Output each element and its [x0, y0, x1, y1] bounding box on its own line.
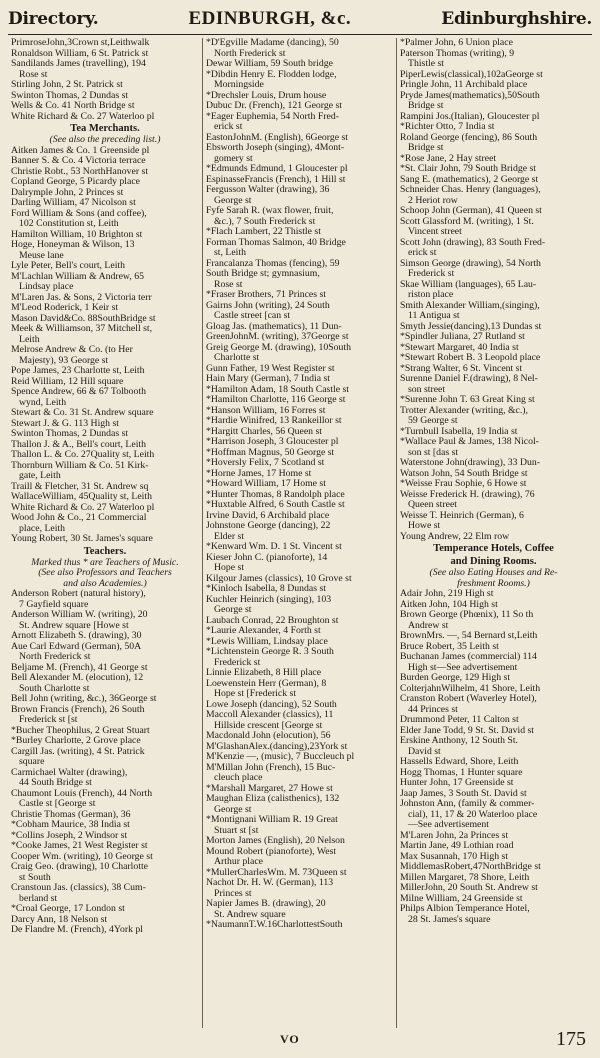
entry-line: —See advertisement — [408, 820, 489, 830]
signature-mark: VO — [280, 1032, 300, 1046]
entry-line: *Rose Jane, 2 Hay street — [400, 153, 497, 164]
entry-line: *Dibdin Henry E. Flodden lodge, — [206, 69, 337, 80]
entry-line: Cooper Wm. (writing), 10 George st — [11, 851, 153, 862]
entry-line: Majesty), 93 George st — [19, 355, 109, 366]
entry-line: Sandilands James (travelling), 194 — [11, 59, 146, 69]
entry-line: Copland George, 5 Picardy place — [11, 177, 140, 187]
entry-line: Fergusson Walter (drawing), 36 — [206, 185, 330, 195]
entry-line: *Croal George, 17 London st — [11, 904, 125, 914]
entry-line: North Frederick st — [19, 652, 91, 662]
entry-line: High st—See advertisement — [408, 662, 518, 673]
entry-line: place, Leith — [19, 523, 66, 534]
entry-line: EspinasseFrancis (French), 1 Hill st — [206, 174, 346, 185]
entry-line: Drummond Peter, 11 Calton st — [400, 715, 519, 725]
entry-line: &c.), 7 South Frederick st — [214, 216, 316, 227]
entry-line: George st — [214, 195, 252, 206]
header-left: Directory. — [8, 9, 99, 29]
entry-line: *Turnbull Isabella, 19 India st — [400, 426, 518, 437]
entry-line: Chaumont Louis (French), 44 North — [11, 788, 153, 799]
entry-line: Scott Glassford M. (writing), 1 St. — [400, 216, 534, 227]
entry-line: Ebsworth Joseph (singing), 4Mont- — [206, 143, 345, 153]
entry-line: Forman Thomas Salmon, 40 Bridge — [206, 237, 346, 248]
entry-line: Maccoll Alexander (classics), 11 — [206, 710, 334, 720]
entry-line: Stirling John, 2 St. Patrick st — [11, 80, 123, 90]
entry-line: Andrew st — [408, 620, 449, 631]
entry-line: Frederick st [st — [19, 715, 78, 725]
entry-line: MillerJohn, 20 South St. Andrew st — [400, 883, 538, 893]
section-note: (See also the preceding list.) — [49, 135, 161, 145]
entry-line: Aitken James & Co. 1 Greenside pl — [11, 145, 150, 156]
entry-line: *Harrison Joseph, 3 Gloucester pl — [206, 437, 339, 447]
columns — [8, 38, 592, 1028]
entry-line: Millen Margaret, 78 Shore, Leith — [400, 872, 530, 883]
entry-line: Beljame M. (French), 41 George st — [11, 662, 148, 673]
entry-line: Stuart st [st — [214, 825, 259, 836]
entry-line: Mason David&Co. 88SouthBridge st — [11, 313, 156, 324]
entry-line: Ford William & Sons (and coffee), — [11, 208, 147, 219]
entry-line: *Burley Charlotte, 2 Grove place — [11, 736, 141, 746]
entry-line: *Hamilton Adam, 18 South Castle st — [206, 384, 349, 395]
entry-line: *Lewis William, Lindsay place — [206, 636, 328, 647]
entry-line: Martin Jane, 49 Lothian road — [400, 841, 514, 851]
entry-line: Swinton Thomas, 2 Dundas st — [11, 429, 129, 439]
entry-line: Adair John, 219 High st — [400, 589, 494, 599]
entry-line: Bridge st — [408, 143, 444, 153]
entry-line: Weisse T. Heinrich (German), 6 — [400, 510, 524, 521]
entry-line: 44 Princes st — [408, 704, 458, 715]
entry-line: Meek & Williamson, 37 Mitchell st, — [11, 324, 153, 334]
entry-line: Watson John, 54 South Bridge st — [400, 468, 528, 479]
entry-line: 28 St. James's square — [408, 914, 491, 925]
entry-line: M'GlashanAlex.(dancing),23York st — [206, 741, 348, 752]
entry-line: Simson George (drawing), 54 North — [400, 258, 541, 269]
entry-line: Vincent street — [408, 227, 462, 237]
entry-line: Lowe Joseph (dancing), 52 South — [206, 699, 337, 710]
entry-line: Cargill Jas. (writing), 4 St. Patrick — [11, 746, 145, 757]
entry-line: M'Laren John, 2a Princes st — [400, 830, 509, 841]
entry-line: *Collins Joseph, 2 Windsor st — [11, 830, 128, 841]
entry-line: South Charlotte st — [19, 683, 90, 694]
entry-line: *Laurie Alexander, 4 Forth st — [206, 626, 321, 636]
entry-line: Rampini Jos.(Italian), Gloucester pl — [400, 111, 540, 122]
entry-line: Reid William, 12 Hill square — [11, 376, 124, 387]
entry-line: Waterstone John(drawing), 33 Dun- — [400, 458, 541, 468]
entry-line: MiddlemasRobert,47NorthBridge st — [400, 862, 541, 872]
section-heading: Temperance Hotels, Coffee — [433, 543, 554, 554]
entry-line: South Bridge st; gymnasium, — [206, 269, 320, 279]
entry-line: Thornburn William & Co. 51 Kirk- — [11, 460, 149, 471]
entry-line: *Bucher Theophilus, 2 Great Stuart — [11, 725, 150, 736]
entry-line: M'Kenzie —, (music), 7 Buccleuch pl — [206, 752, 355, 762]
entry-line: Sang E. (mathematics), 2 George st — [400, 174, 539, 185]
entry-line: erick st — [214, 122, 243, 132]
entry-line: Elder Jane Todd, 9 St. St. David st — [400, 725, 535, 736]
entry-line: GreenJohnM. (writing), 37George st — [206, 332, 349, 342]
entry-line: Cranston Robert (Waverley Hotel), — [400, 694, 537, 704]
entry-line: square — [19, 757, 45, 767]
entry-line: Fyfe Sarah R. (wax flower, fruit, — [206, 206, 334, 216]
entry-line: *Hunter Thomas, 8 Randolph place — [206, 489, 345, 500]
entry-line: Hoge, Honeyman & Wilson, 13 — [11, 240, 135, 250]
entry-line: Frederick st — [408, 269, 455, 279]
entry-line: Trotter Alexander (writing, &c.), — [400, 405, 528, 416]
entry-line: 44 South Bridge st — [19, 778, 92, 788]
entry-line: son street — [408, 384, 446, 395]
entry-line: *Hoversly Felix, 7 Scotland st — [206, 458, 325, 468]
entry-line: cial), 11, 17 & 20 Waterloo place — [408, 809, 538, 820]
entry-line: Hillside crescent [George st — [214, 720, 323, 731]
entry-line: Hamilton William, 10 Brighton st — [11, 229, 143, 240]
entry-line: *MullerCharlesWm. M. 73Queen st — [206, 867, 347, 878]
entry-line: Pryde James(mathematics),50South — [400, 90, 540, 101]
entry-line: Hunter John, 17 Greenside st — [400, 778, 514, 788]
entry-line: Carmichael Walter (drawing), — [11, 767, 128, 778]
entry-line: Anderson William W. (writing), 20 — [11, 610, 148, 620]
page-footer — [0, 1028, 600, 1054]
entry-line: Ronaldson William, 6 St. Patrick st — [11, 48, 149, 59]
entry-line: Bruce Robert, 35 Leith st — [400, 641, 499, 652]
entry-line: Dalrymple John, 2 Princes st — [11, 187, 124, 198]
entry-line: Lindsay place — [19, 282, 74, 292]
entry-line: Traill & Fletcher, 31 St. Andrew sq — [11, 481, 149, 492]
entry-line: Darcy Ann, 18 Nelson st — [11, 914, 108, 925]
entry-line: *Howard William, 17 Home st — [206, 479, 326, 489]
entry-line: Christie Robt., 53 NorthHanover st — [11, 166, 149, 177]
entry-line: Thallon J. & A., Bell's court, Leith — [11, 439, 146, 450]
entry-line: Charlotte st — [214, 353, 260, 363]
entry-line: Mound Robert (pianoforte), West — [206, 846, 337, 857]
entry-line: Princes st — [214, 888, 252, 899]
section-heading: Tea Merchants. — [70, 123, 140, 134]
entry-line: *Kenward Wm. D. 1 St. Vincent st — [206, 542, 342, 552]
entry-line: Nachot Dr. H. W. (German), 113 — [206, 878, 334, 888]
entry-line: Dewar William, 59 South bridge — [206, 59, 333, 69]
entry-line: Laubach Conrad, 22 Broughton st — [206, 615, 339, 626]
section-note: (See also Professors and Teachers — [38, 568, 172, 578]
entry-line: *Richter Otto, 7 India st — [400, 122, 495, 132]
entry-line: 102 Constitution st, Leith — [19, 219, 119, 229]
entry-line: PrimroseJohn,3Crown st,Leithwalk — [11, 38, 150, 48]
entry-line: Hope st — [214, 563, 245, 573]
entry-line: Castle street [can st — [214, 311, 291, 321]
entry-line: *Hamilton Charlotte, 116 George st — [206, 395, 346, 405]
entry-line: Greig George M. (drawing), 10South — [206, 342, 351, 353]
entry-line: *NaumannT.W.16CharlottestSouth — [206, 920, 343, 930]
entry-line: *Spindler Juliana, 27 Rutland st — [400, 332, 525, 342]
entry-line: Hope st [Frederick st — [214, 689, 297, 699]
entry-line: *Fraser Brothers, 71 Princes st — [206, 290, 326, 300]
entry-line: North Frederick st — [214, 48, 286, 59]
entry-line: Johnstone George (dancing), 22 — [206, 521, 331, 531]
entry-line: Irvine David, 6 Archibald place — [206, 510, 330, 521]
entry-line: berland st — [19, 893, 58, 904]
entry-line: Craig Geo. (drawing), 10 Charlotte — [11, 862, 149, 872]
section-heading: and Dining Rooms. — [450, 556, 537, 567]
entry-line: Macdonald John (elocution), 56 — [206, 731, 331, 741]
section-note: freshment Rooms.) — [457, 578, 530, 589]
entry-line: *Hanson William, 16 Forres st — [206, 405, 326, 416]
entry-line: Loewenstein Herr (German), 8 — [206, 678, 327, 689]
entry-line: Smith Alexander William,(singing), — [400, 300, 540, 311]
entry-line: Burden George, 129 High st — [400, 673, 511, 683]
entry-line: Johnston Ann, (family & commer- — [400, 799, 535, 809]
entry-line: Kieser John C. (pianoforte), 14 — [206, 552, 328, 563]
entry-line: *Hoffman Magnus, 50 George st — [206, 447, 335, 458]
entry-line: 11 Antigua st — [408, 311, 460, 321]
entry-line: Morningside — [214, 80, 264, 90]
entry-line: Queen street — [408, 500, 457, 510]
entry-line: Gunn Father, 19 West Register st — [206, 363, 335, 374]
entry-line: BrownMrs. —, 54 Bernard st,Leith — [400, 631, 538, 641]
entry-line: Rose st — [214, 279, 243, 290]
entry-line: George st — [214, 605, 252, 615]
header-center: EDINBURGH, &c. — [188, 8, 352, 29]
page-number: 175 — [556, 1028, 586, 1050]
entry-line: Melrose Andrew & Co. (to Her — [11, 345, 133, 355]
entry-line: Linnie Elizabeth, 8 Hill place — [206, 668, 322, 678]
entry-line: Erskine Anthony, 12 South St. — [400, 736, 518, 746]
entry-line: Anderson Robert (natural history), — [11, 589, 146, 599]
entry-line: De Flandre M. (French), 4York pl — [11, 925, 143, 935]
section-note: Marked thus * are Teachers of Music. — [31, 557, 179, 568]
column-2 — [202, 38, 396, 1028]
entry-line: *Flach Lambert, 22 Thistle st — [206, 227, 321, 237]
entry-line: *St. Clair John, 79 South Bridge st — [400, 164, 536, 174]
entry-line: Arnott Elizabeth S. (drawing), 30 — [11, 631, 142, 641]
entry-line: *Surenne John T. 63 Great King st — [400, 395, 535, 405]
entry-line: Hogg Thomas, 1 Hunter square — [400, 767, 523, 778]
entry-line: gate, Leith — [19, 471, 61, 481]
entry-line: Milne William, 24 Greenside st — [400, 893, 523, 904]
entry-line: Aitken John, 104 High st — [400, 599, 498, 610]
entry-line: Wells & Co. 41 North Bridge st — [11, 101, 135, 111]
section-note: (See also Eating Houses and Re- — [429, 568, 558, 578]
entry-line: *Drechsler Louis, Drum house — [206, 90, 327, 101]
entry-line: Paterson Thomas (writing), 9 — [400, 48, 515, 59]
entry-line: Young Andrew, 22 Elm row — [400, 531, 510, 542]
entry-line: Francalanza Thomas (fencing), 59 — [206, 258, 340, 269]
entry-line: M'Lachlan William & Andrew, 65 — [11, 271, 144, 282]
entry-line: Meuse lane — [19, 250, 64, 261]
entry-line: Banner S. & Co. 4 Victoria terrace — [11, 156, 146, 166]
entry-line: Schoop John (German), 41 Queen st — [400, 206, 542, 216]
entry-line: *Lichtenstein George R. 3 South — [206, 647, 334, 657]
entry-line: *Hardie Winifred, 13 Rankeillor st — [206, 416, 342, 426]
entry-line: Schneider Chas. Henry (languages), — [400, 185, 541, 195]
entry-line: Young Robert, 30 St. James's square — [11, 534, 153, 544]
entry-line: M'Laren Jas. & Sons, 2 Victoria terr — [11, 292, 152, 303]
entry-line: Pringle John, 11 Archibald place — [400, 80, 528, 90]
entry-line: Buchanan James (commercial) 114 — [400, 652, 537, 662]
entry-line: Maughan Eliza (calisthenics), 132 — [206, 794, 340, 804]
entry-line: Cranstoun Jas. (classics), 38 Cum- — [11, 883, 146, 893]
entry-line: Smyth Jessie(dancing),13 Dundas st — [400, 321, 542, 332]
entry-line: Frederick st — [214, 657, 261, 668]
entry-line: George st — [214, 804, 252, 815]
entry-line: White Richard & Co. 27 Waterloo pl — [11, 111, 155, 122]
entry-line: Aue Carl Edward (German), 50A — [11, 641, 142, 652]
entry-line: Gloag Jas. (mathematics), 11 Dun- — [206, 321, 342, 332]
entry-line: EastonJohnM. (English), 6George st — [206, 132, 348, 143]
entry-line: Bridge st — [408, 101, 444, 111]
entry-line: St. Andrew square [Howe st — [19, 620, 129, 631]
entry-line: David st — [408, 746, 441, 757]
entry-line: *Stewart Robert B. 3 Leopold place — [400, 353, 541, 363]
entry-line: M'Leod Roderick, 1 Keir st — [11, 303, 119, 313]
entry-line: Stewart & Co. 31 St. Andrew square — [11, 408, 154, 418]
entry-line: *Stewart Margaret, 40 India st — [400, 342, 519, 353]
entry-line: White Richard & Co. 27 Waterloo pl — [11, 502, 155, 513]
entry-line: ColterjahnWilhelm, 41 Shore, Leith — [400, 683, 541, 694]
entry-line: son st [das st — [408, 447, 459, 458]
column-1 — [8, 38, 202, 1028]
entry-line: Weisse Frederick H. (drawing), 76 — [400, 489, 535, 500]
entry-line: Stewart J. & G. 113 High st — [11, 418, 119, 429]
entry-line: erick st — [408, 248, 437, 258]
entry-line: Pope James, 23 Charlotte st, Leith — [11, 366, 145, 376]
entry-line: WallaceWilliam, 45Quality st, Leith — [11, 492, 152, 502]
entry-line: *Edmunds Edmund, 1 Gloucester pl — [206, 164, 348, 174]
entry-line: St. Andrew square — [214, 909, 286, 920]
entry-line: M'Millan John (French), 15 Buc- — [206, 762, 336, 773]
entry-line: Swinton Thomas, 2 Dundas st — [11, 90, 129, 101]
entry-line: Kuchler Heinrich (singing), 103 — [206, 594, 332, 605]
entry-line: Skae William (languages), 65 Lau- — [400, 279, 537, 290]
entry-line: *Horne James, 17 Home st — [206, 468, 312, 479]
entry-line: Bell John (writing, &c.), 36George st — [11, 694, 157, 704]
entry-line: *Kinloch Isabella, 8 Dundas st — [206, 584, 326, 594]
entry-line: *D'Egville Madame (dancing), 50 — [206, 38, 339, 48]
entry-line: Rose st — [19, 69, 48, 80]
running-header — [8, 6, 592, 35]
entry-line: PiperLewis(classical),102aGeorge st — [400, 69, 543, 80]
entry-line: 7 Gayfield square — [19, 599, 89, 610]
entry-line: Wood John & Co., 21 Commercial — [11, 513, 147, 523]
entry-line: Christie Thomas (German), 36 — [11, 809, 131, 820]
entry-line: riston place — [408, 290, 454, 300]
entry-line: Roland George (fencing), 86 South — [400, 132, 538, 143]
entry-line: Brown Francis (French), 26 South — [11, 704, 145, 715]
entry-line: Thistle st — [408, 59, 445, 69]
entry-line: Arthur place — [214, 857, 263, 867]
entry-line: Philps Albion Temperance Hotel, — [400, 904, 530, 914]
entry-line: wynd, Leith — [19, 397, 67, 408]
section-heading: Teachers. — [83, 545, 127, 557]
entry-line: Castle st [George st — [19, 799, 96, 809]
header-right: Edinburghshire. — [441, 9, 592, 29]
entry-line: *Wallace Paul & James, 138 Nicol- — [400, 437, 539, 447]
entry-line: 2 Heriot row — [408, 195, 458, 206]
entry-line: gomery st — [214, 153, 253, 164]
entry-line: Morton James (English), 20 Nelson — [206, 836, 345, 846]
entry-line: st, Leith — [214, 248, 246, 258]
entry-line: Hain Mary (German), 7 India st — [206, 374, 331, 384]
entry-line: Surenne Daniel F.(drawing), 8 Nel- — [400, 374, 538, 384]
entry-line: Lyle Peter, Bell's court, Leith — [11, 261, 126, 271]
entry-line: Brown George (Phœnix), 11 So th — [400, 610, 534, 620]
entry-line: *Cobham Maurice, 38 India st — [11, 820, 130, 830]
section-note: and also Academies.) — [63, 578, 147, 589]
entry-line: Howe st — [408, 521, 441, 531]
entry-line: *Weisse Frau Sophie, 6 Howe st — [400, 479, 527, 489]
entry-line: Kilgour James (classics), 10 Grove st — [206, 573, 352, 584]
entry-line: Scott John (drawing), 83 South Fred- — [400, 237, 546, 248]
column-3 — [396, 38, 590, 1028]
entry-line: *Montignani William R. 19 Great — [206, 815, 338, 825]
entry-line: Hassells Edward, Shore, Leith — [400, 757, 519, 767]
entry-line: *Hargitt Charles, 56 Queen st — [206, 426, 322, 437]
entry-line: Jaap James, 3 South St. David st — [400, 788, 527, 799]
entry-line: Max Susannah, 170 High st — [400, 851, 509, 862]
entry-line: Dubuc Dr. (French), 121 George st — [206, 101, 343, 111]
entry-line: *Marshall Margaret, 27 Howe st — [206, 783, 333, 794]
entry-line: Leith — [19, 334, 40, 345]
entry-line: Napier James B. (drawing), 20 — [206, 899, 326, 909]
entry-line: *Eager Euphemia, 54 North Fred- — [206, 111, 339, 122]
entry-line: Gairns John (writing), 24 South — [206, 300, 330, 311]
entry-line: Spence Andrew, 66 & 67 Tolbooth — [11, 387, 146, 397]
entry-line: Elder st — [214, 531, 245, 542]
entry-line: Bell Alexander M. (elocution), 12 — [11, 673, 144, 683]
entry-line: 59 George st — [408, 416, 458, 426]
entry-line: cleuch place — [214, 773, 263, 783]
entry-line: *Strang Walter, 6 St. Vincent st — [400, 363, 523, 374]
entry-line: *Palmer John, 6 Union place — [400, 38, 513, 48]
entry-line: Thallon L. & Co. 27Quality st, Leith — [11, 450, 155, 460]
entry-line: *Cooke James, 21 West Register st — [11, 841, 148, 851]
entry-line: st South — [19, 872, 51, 883]
entry-line: Darling William, 47 Nicolson st — [11, 198, 136, 208]
entry-line: *Huxtable Alfred, 6 South Castle st — [206, 500, 345, 510]
